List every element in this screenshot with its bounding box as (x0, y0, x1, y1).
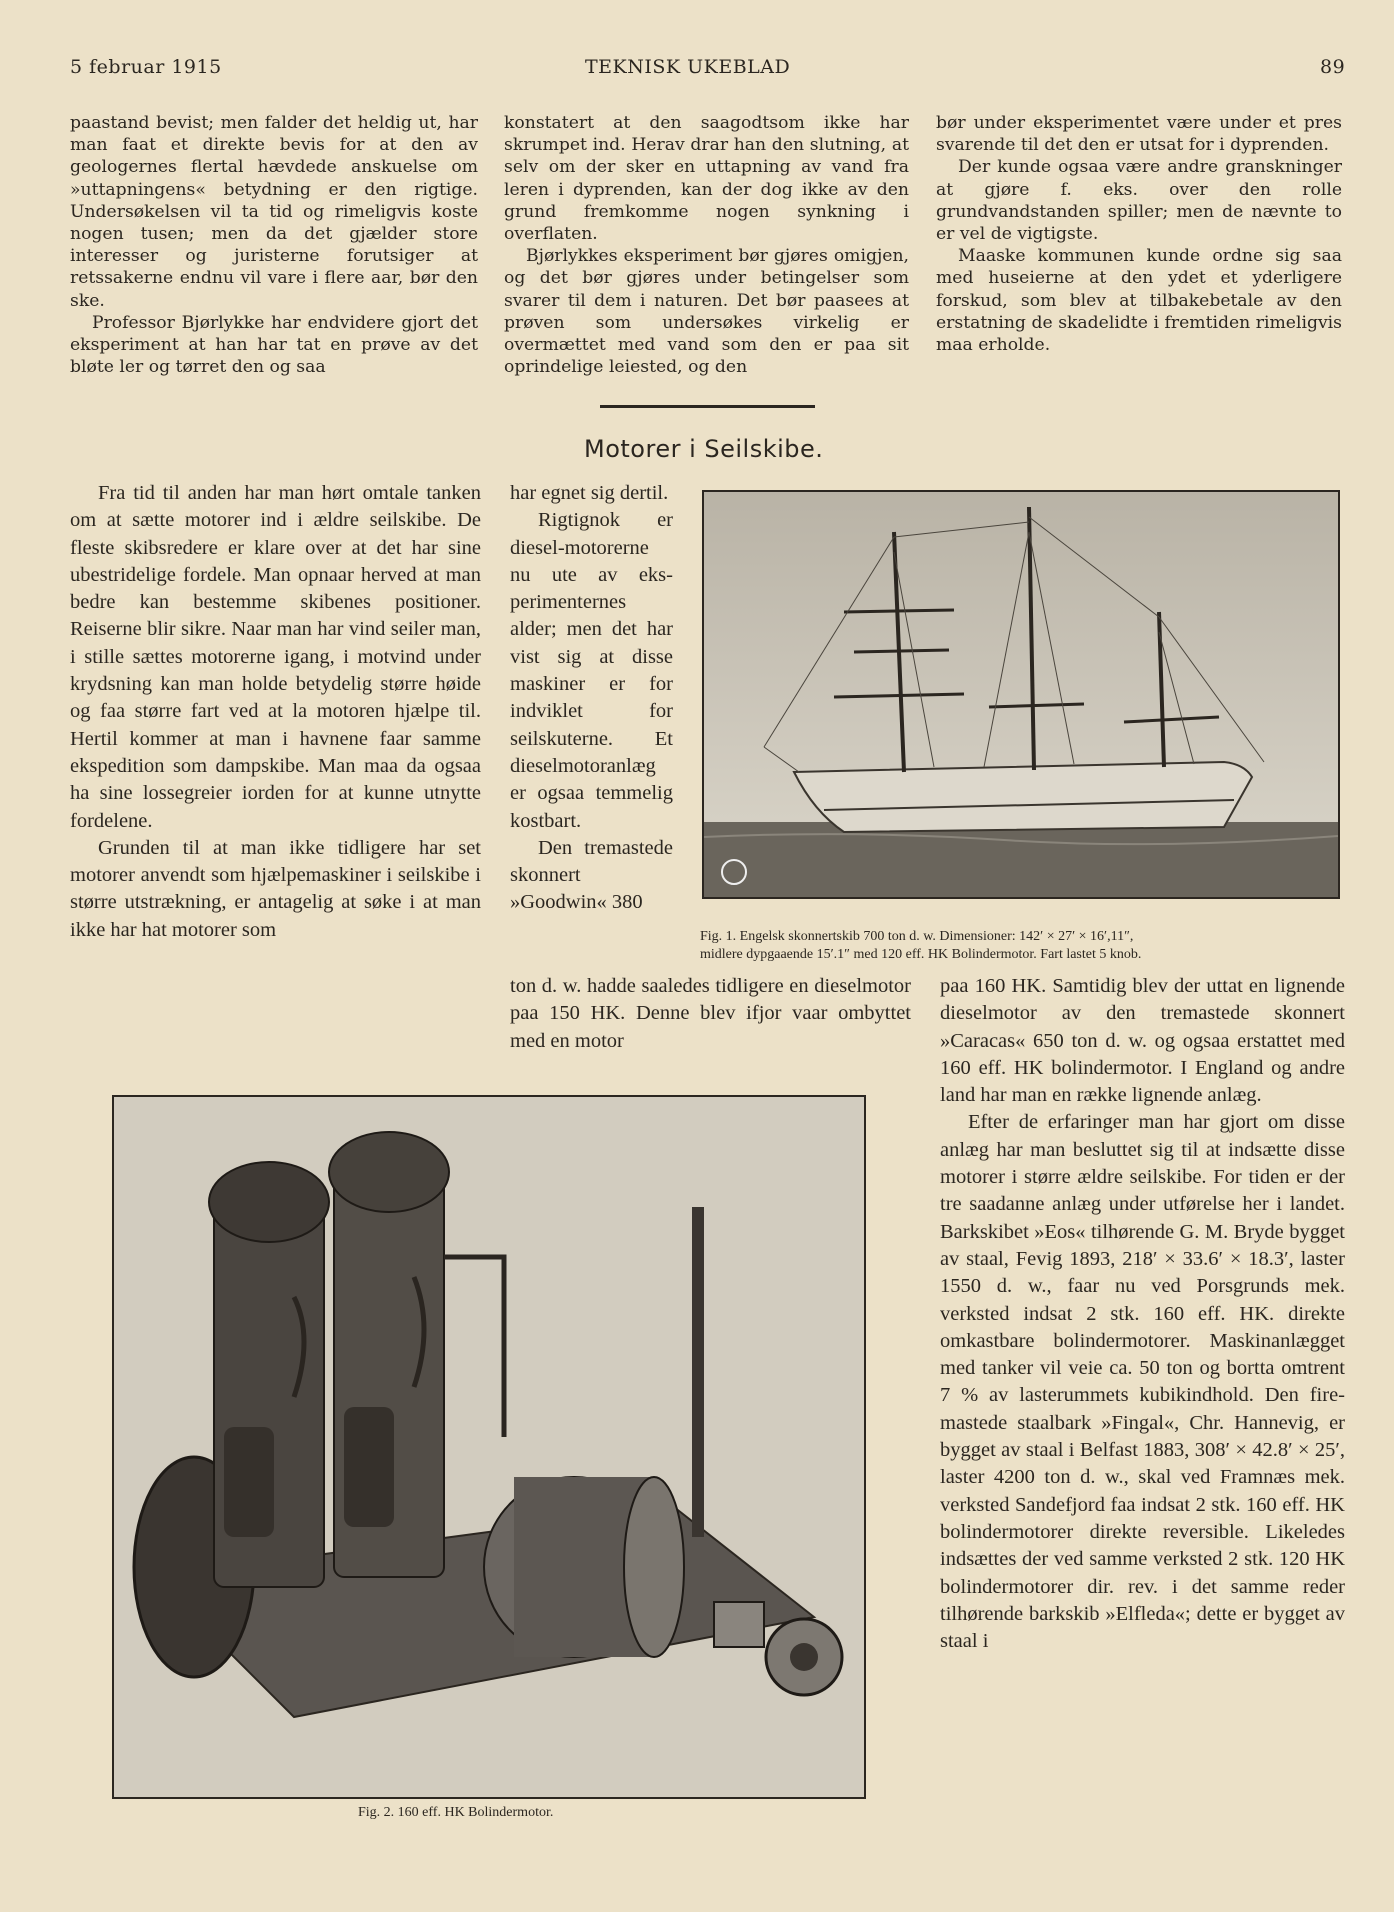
paragraph: Efter de erfaringer man har gjort om disse anlæg har man besluttet sig til at indsætte disse motorer i større ældre seilskibe. For tiden er der tre saadanne anlæg under utførelse her i landet. Barkskibet »Eos« tilhørende G. M. Bryde bygget av staal, Fevig 1893, 218′ × 33.6′ × 18.3′, laster 1550 d. w., faar nu ved Porsgrunds mek. verksted indsat 2 stk. 160 eff. HK. direkte omkastbare bolindermotorer. Maskinanlægget med tanker vil veie ca. 50 ton og bortta omtrent 7 % av lasterummets kubikindhold. Den firemastede staalbark »Fingal«, Chr. Hannevig, er bygget av staal i Belfast 1883, 308′ × 42.8′ × 25′, laster 4200 ton d. w., skal ved Framnæs mek. verksted Sandefjord faa indsat 2 stk. 160 eff. HK bolindermotorer direkte reversible. Likeledes indsættes der ved samme verksted 2 stk. 120 HK bolindermotorer dir. rev. i det samme reder tilhørende barkskib »Elfleda«; dette er bygget av staal i (940, 1111, 1345, 1653)
paragraph: ton d. w. hadde saaledes tidligere en dieselmotor paa 150 HK. Denne blev ifjor vaar ombyttet med en motor (510, 975, 911, 1052)
paragraph: Bjørlykkes eksperiment bør gjøres omigjen, og det bør gjøres under betingelser som svarer til dem i naturen. Det bør paasees at prøven som undersøkes virkelig er overmættet med vand som den er paa sit oprindelige leiested, og den (504, 246, 909, 378)
paragraph: Rigtignok er diesel-motorerne nu ute av eksperimenternes alder; men det har vist sig at disse maskiner er for indviklet for seilskuterne. Et dieselmotoranlæg er ogsaa temmelig kostbart. (510, 509, 673, 832)
paragraph: Grunden til at man ikke tidligere har set motorer anvendt som hjælpemaskiner i seilskibe i større utstrækning, er antagelig at søke i at man ikke har hat motorer som (70, 836, 481, 941)
paragraph: bør under eksperimentet være under et pres svarende til det den er utsat for i dyprenden. (936, 113, 1342, 156)
figure-1-caption: Fig. 1. Engelsk skonnertskib 700 ton d. w. Dimensioner: 142′ × 27′ × 16′,11″, midlere dypgaaende 15′.1″ med 120 eff. HK Bolindermotor. Fart lastet 5 knob. (700, 929, 1142, 962)
figure-2-caption: Fig. 2. 160 eff. HK Bolindermotor. (358, 1805, 554, 1820)
paragraph: Der kunde ogsaa være andre granskninger at gjøre f. eks. over den rolle grundvandstanden spiller; men de nævnte to er vel de vigtigste. (936, 157, 1342, 245)
top-column-3 (936, 112, 1342, 356)
top-column-2 (504, 112, 909, 378)
article-title: Motorer i Seilskibe. (584, 435, 824, 463)
top-column-1 (70, 112, 478, 378)
paragraph: paastand bevist; men falder det heldig ut, har man faat et direkte bevis for at den av geologernes flertal hævdede anskuelse om »uttapningens« betydning er den rigtige. Undersøkelsen vil ta tid og rimeligvis koste nogen tusen; men da det gjælder store interesser og juristerne forutsiger at retssakerne endnu vil vare i flere aar, bør den ske. (70, 113, 478, 311)
paragraph: har egnet sig dertil. (510, 482, 669, 504)
article-column-3 (940, 973, 1345, 1655)
article-column-2 (510, 480, 673, 917)
paragraph: Professor Bjørlykke har endvidere gjort det eksperiment at han har tat en prøve av det bløte ler og tørret den og saa (70, 312, 478, 378)
section-divider (600, 405, 815, 408)
page-number: 89 (1320, 56, 1346, 78)
paragraph: Fra tid til anden har man hørt omtale tanken om at sætte motorer ind i ældre seilskibe. De fleste skibsredere er klare over at det har sine ubestridelige fordele. Man opnaar herved at man bedre kan bestemme skibenes positioner. Reiserne blir sikre. Naar man har vind seiler man, i stille sættes motorerne igang, i motvind under krydsning kan man holde betydelig større høide og faa større fart ved at la motoren hjælpe til. Hertil kommer at man i havnene faar samme ekspedition som dampskibe. Man maa da ogsaa ha sine lossegreier iorden for at kunne utnytte fordelene. (70, 482, 481, 832)
paragraph: paa 160 HK. Samtidig blev der uttat en lignende dieselmotor av den tremastede skonnert »Caracas« 650 ton d. w. og ogsaa erstattet med 160 eff. HK bolindermotor. I England og andre land har man en række lignende anlæg. (940, 975, 1345, 1107)
article-column-2-continued (510, 973, 911, 1055)
article-column-1 (70, 480, 481, 944)
figure-1-schooner-photo (702, 490, 1340, 899)
figure-2-engine-photo (112, 1095, 866, 1799)
journal-title: TEKNISK UKEBLAD (585, 56, 791, 78)
schooner-illustration (704, 492, 1338, 897)
paragraph: Maaske kommunen kunde ordne sig saa med huseierne at den ydet et yderligere forskud, som blev at tilbakebetale av den erstatning de skadelidte i fremtiden rimeligvis maa erholde. (936, 246, 1342, 356)
issue-date: 5 februar 1915 (70, 56, 222, 78)
paragraph: konstatert at den saagodtsom ikke har skrumpet ind. Herav drar han den slutning, at selv om der sker en uttapning av vand fra leren i dyprenden, kan der dog ikke av den grund fremkomme nogen synkning i overflaten. (504, 113, 909, 245)
paragraph: Den tremastede skonnert »Goodwin« 380 (510, 836, 673, 914)
engine-illustration (114, 1097, 864, 1797)
